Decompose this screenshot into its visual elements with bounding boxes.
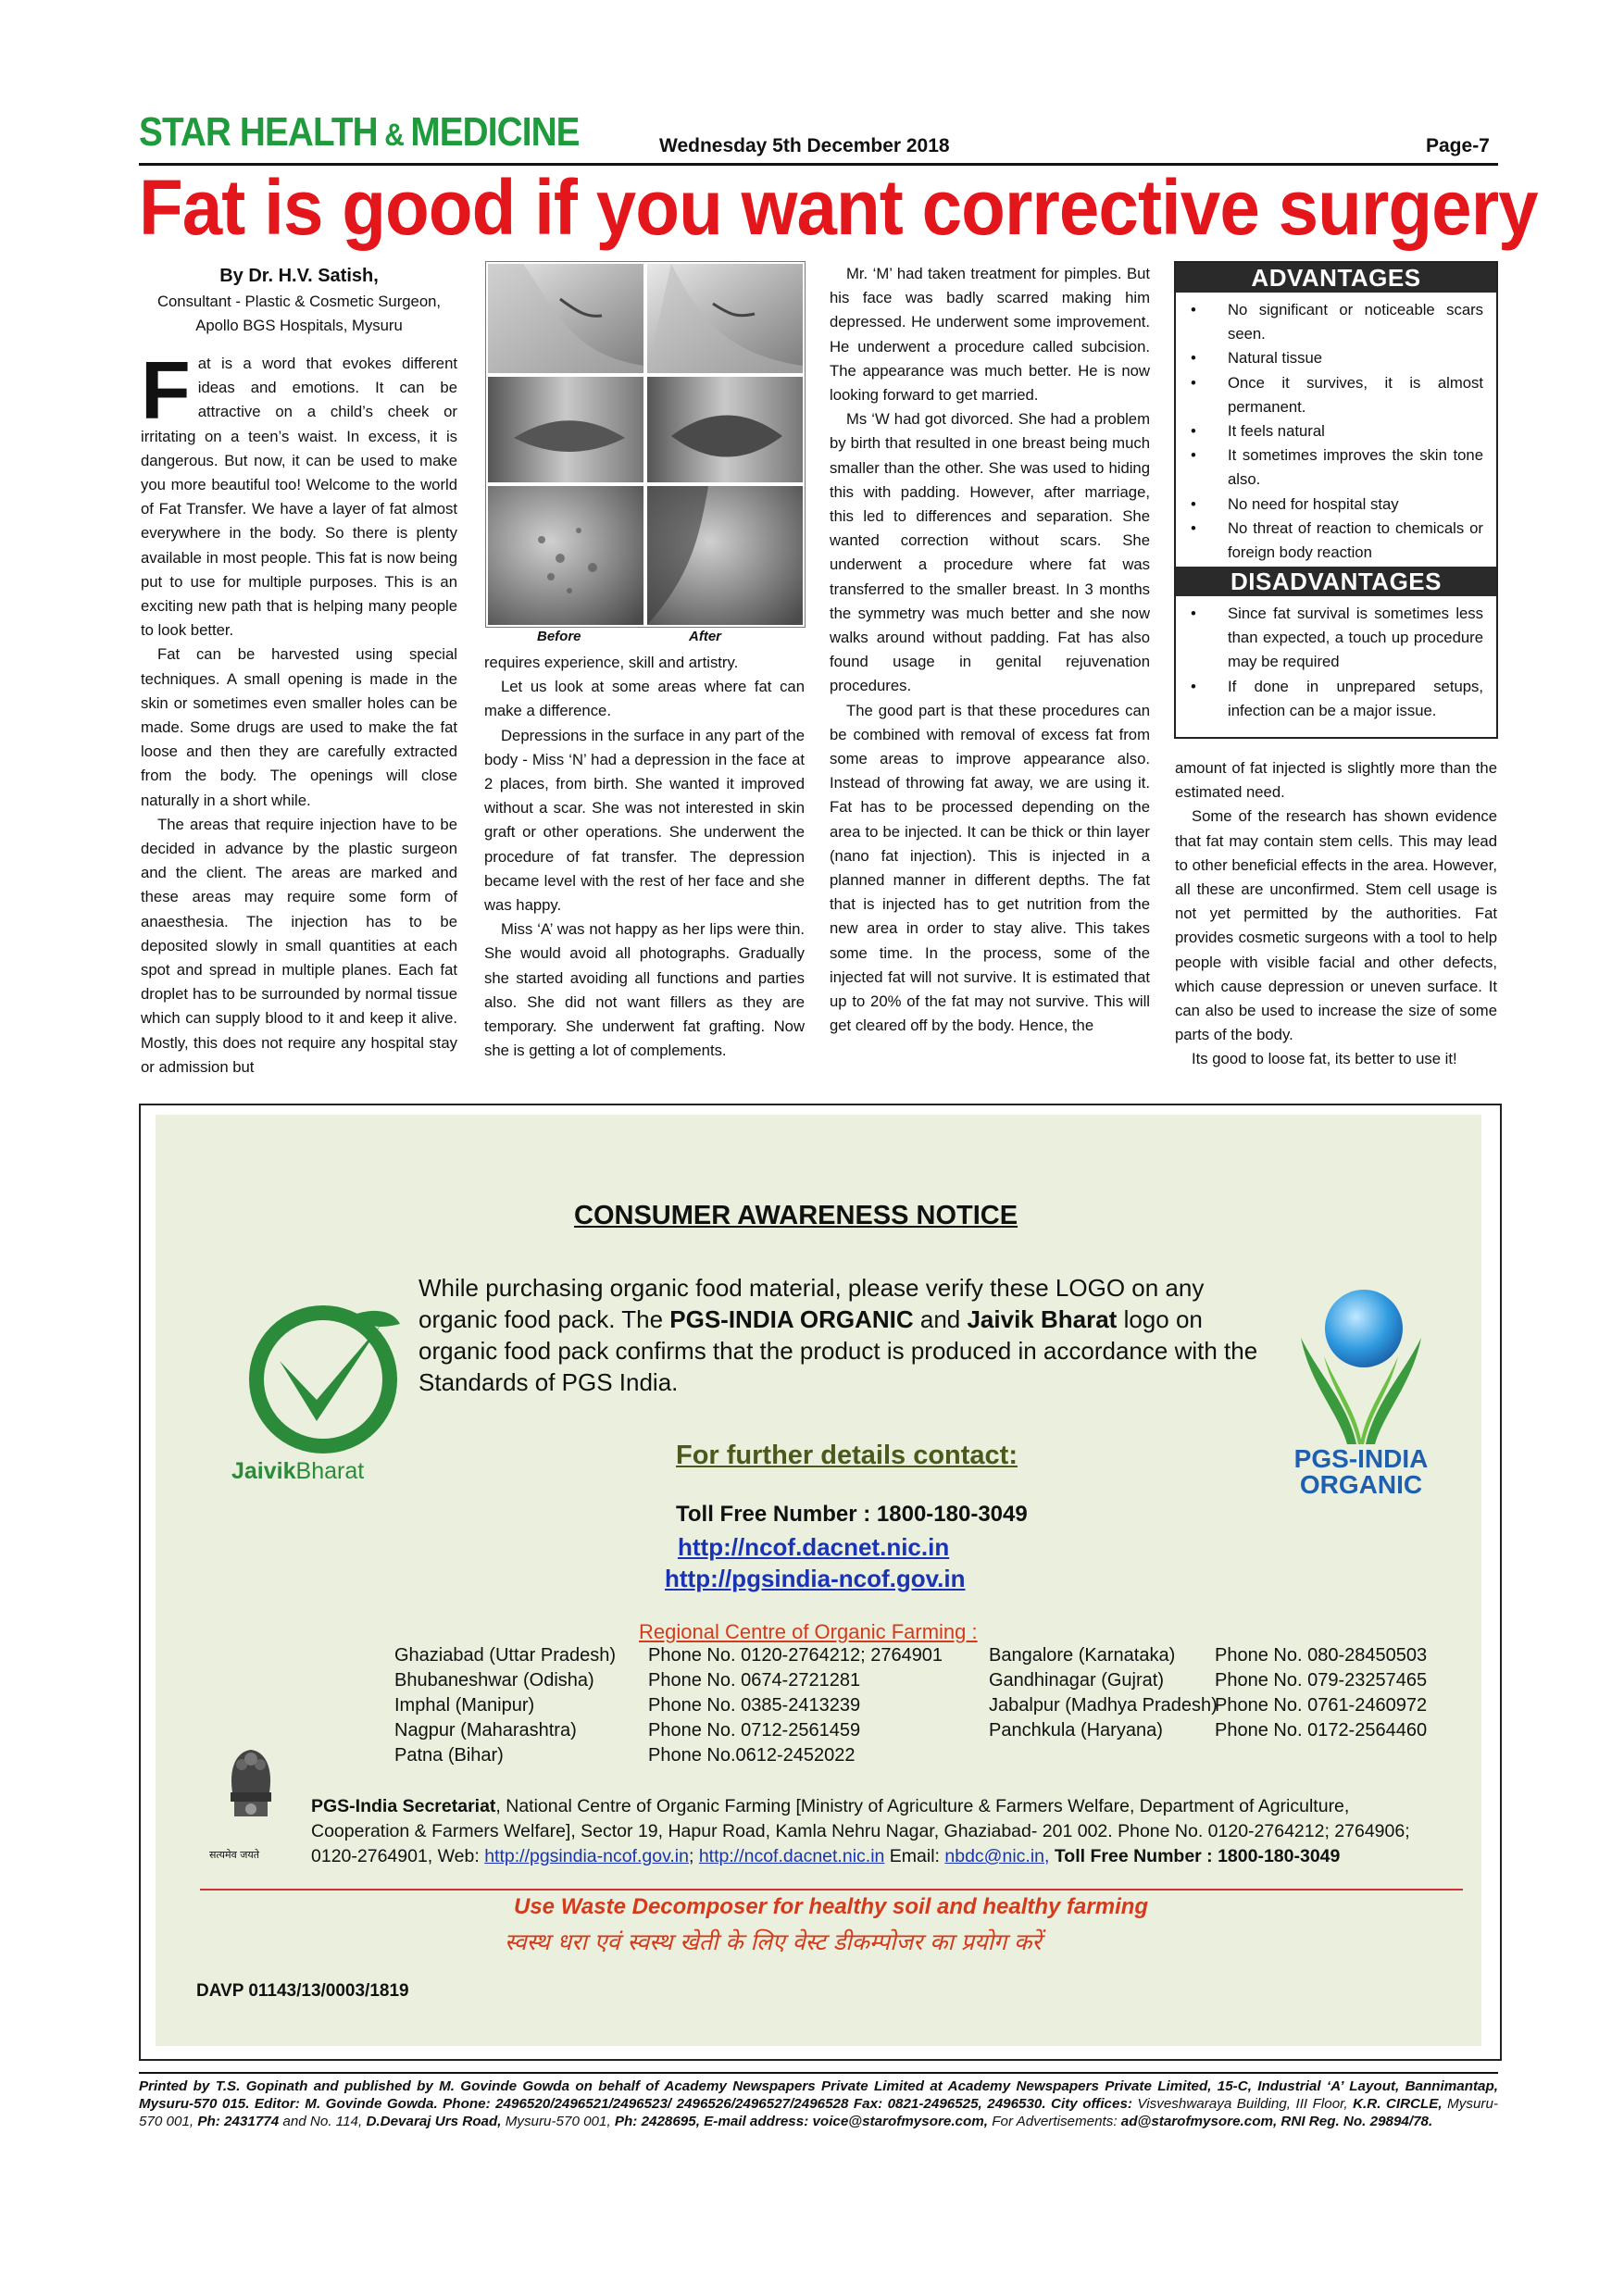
jaivik-bharat-wordmark: JaivikBharat xyxy=(231,1458,365,1484)
paragraph: Its good to loose fat, its better to use it! xyxy=(1192,1050,1457,1068)
contacts-right-phones xyxy=(1215,1643,1427,1743)
contact-city: Nagpur (Maharashtra) xyxy=(394,1720,577,1741)
author-role: Consultant - Plastic & Cosmetic Surgeon, xyxy=(156,293,442,310)
disadvantages-list xyxy=(1176,602,1496,723)
author-affiliation: Apollo BGS Hospitals, Mysuru xyxy=(195,317,403,334)
emblem-motto: सत्यमेव जयते xyxy=(209,1849,260,1861)
paragraph: requires experience, skill and artistry. xyxy=(484,654,739,671)
paragraph: Fat can be harvested using special techniques. A small opening is made in the skin or sometimes even smaller holes can be made. Some drugs are used to make the fat loose and then they are carefully extracted from the body. The openings will close naturally in a short while. xyxy=(141,645,457,809)
imprint-footer: Printed by T.S. Gopinath and published by M. Govinde Gowda on behalf of Academy Newspapers Private Limited at Academy Newspapers Private Limited, 15-C, Industrial ‘A’ Layout, Bannimantap, Mysuru-570 015. Editor: M. Govinde Gowda. Phone: 2496520/2496521/2496523/ 2496526/2496527/2496528 Fax: 0821-2496525, 2496530. City offices: Visveshwaraya Building, III Floor, K.R. CIRCLE, Mysuru-570 001, Ph: 2431774 and No. 114, D.Devaraj Urs Road, Mysuru-570 001, Ph: 2428695, E-mail address: voice@starofmysore.com, For Advertisements: ad@starofmysore.com, RNI Reg. No. 29894/78. xyxy=(139,2078,1498,2129)
contact-phone: Phone No. 0385-2413239 xyxy=(648,1695,861,1716)
email-link[interactable]: nbdc@nic.in, xyxy=(944,1846,1050,1866)
contact-city: Bhubaneshwar (Odisha) xyxy=(394,1670,594,1691)
contact-phone: Phone No. 080-28450503 xyxy=(1215,1645,1428,1666)
toll-free-number: Toll Free Number : 1800-180-3049 xyxy=(676,1502,1028,1527)
list-item: • Since fat survival is sometimes less than expected, a touch up procedure may be required xyxy=(1176,602,1496,675)
page-number: Page-7 xyxy=(1426,135,1490,156)
drop-cap: F xyxy=(141,344,191,436)
ad-divider xyxy=(200,1889,1463,1890)
paragraph: Depressions in the surface in any part of the body - Miss ‘N’ had a depression in the face at 2 places, from birth. She wanted it improved without a scar. She was not interested in skin graft or other operations. She underwent the procedure of fat transfer. The depression became level with the rest of her face and she was happy. xyxy=(484,726,805,915)
web-link-ncof[interactable]: http://ncof.dacnet.nic.in xyxy=(698,1846,885,1866)
paragraph: Let us look at some areas where fat can make a difference. xyxy=(484,678,805,720)
disadvantages-heading: DISADVANTAGES xyxy=(1176,567,1496,596)
advantages-box xyxy=(1174,261,1498,739)
pgsindia-link[interactable]: http://pgsindia-ncof.gov.in xyxy=(665,1565,966,1592)
contact-phone: Phone No. 0172-2564460 xyxy=(1215,1720,1428,1741)
paragraph: The good part is that these procedures can be combined with removal of excess fat from some areas to improve appearance also. Instead of throwing fat away, we are using it. Fat has to be processed depending on the area to be injected. It can be thick or thin layer (nano fat injection). This is injected in a planned manner in different depths. The fat that is injected has to get nutrition from the new area in order to stay alive. This takes some time. In the process, some of the injected fat will not survive. It is estimated that up to 20% of the fat may not survive. This will get cleared off by the body. Hence, the xyxy=(830,701,1150,1035)
contacts-right-cities xyxy=(989,1643,1218,1743)
davp-code: DAVP 01143/13/0003/1819 xyxy=(196,1981,409,2001)
contact-phone: Phone No.0612-2452022 xyxy=(648,1745,856,1766)
list-item: • It sometimes improves the skin tone also. xyxy=(1176,443,1496,492)
waste-decomposer-tagline: Use Waste Decomposer for healthy soil and healthy farming xyxy=(514,1894,1149,1919)
list-item: • No threat of reaction to chemicals or foreign body reaction xyxy=(1176,517,1496,565)
contact-phone: Phone No. 079-23257465 xyxy=(1215,1670,1428,1691)
contact-phone: Phone No. 0674-2721281 xyxy=(648,1670,861,1691)
ad-intro: While purchasing organic food material, please verify these LOGO on any organic food pack. The PGS-INDIA ORGANIC and Jaivik Bharat logo on organic food pack confirms that the product is produced in accordance with the Standards of PGS India. xyxy=(418,1274,1258,1396)
photo-caption xyxy=(485,626,804,646)
before-after-photo xyxy=(485,261,806,628)
regional-centre-heading: Regional Centre of Organic Farming : xyxy=(639,1620,978,1643)
paragraph: Miss ‘A’ was not happy as her lips were thin. She would avoid all photographs. Gradually she started avoiding all functions and parties also. She did not want fillers as they are temporary. She underwent fat grafting. Now she is getting a lot of complements. xyxy=(484,920,805,1060)
pgs-india-organic-logo-icon xyxy=(1282,1282,1440,1458)
pgs-india-wordmark: PGS-INDIA ORGANIC xyxy=(1293,1444,1429,1499)
contact-city: Bangalore (Karnataka) xyxy=(989,1645,1176,1666)
footer-rule xyxy=(139,2072,1498,2074)
list-item: • It feels natural xyxy=(1176,419,1496,443)
list-item: • Once it survives, it is almost permanent. xyxy=(1176,371,1496,419)
article-column-2 xyxy=(484,651,805,1063)
paragraph: amount of fat injected is slightly more than the estimated need. xyxy=(1175,759,1497,802)
paragraph: Some of the research has shown evidence that fat may contain stem cells. This may lead to other beneficial effects in the area. However, all these are unconfirmed. Stem cell usage is not yet permitted by the authorities. Fat provides cosmetic surgeons with a tool to help people with visible facial and other defects, which cause depression or uneven surface. It can also be used to increase the size of some parts of the body. xyxy=(1175,807,1497,1044)
further-details-heading: For further details contact: xyxy=(676,1441,1018,1470)
contact-city: Ghaziabad (Uttar Pradesh) xyxy=(394,1645,617,1666)
contact-city: Imphal (Manipur) xyxy=(394,1695,535,1716)
paragraph: Fat is a word that evokes different ideas and emotions. It can be attractive on a child’s cheek or irritating on a teen’s waist. In excess, it is dangerous. But now, it can be used to make you more beautiful too! Welcome to the world of Fat Transfer. We have a layer of fat almost everywhere in the body. So there is plenty available in most people. This fat is now being put to use for multiple purposes. This is an exciting new path that is helping many people to look better. xyxy=(141,344,457,640)
article-column-4 xyxy=(1175,756,1497,1072)
national-emblem-icon xyxy=(218,1741,284,1850)
contact-city: Patna (Bihar) xyxy=(394,1745,504,1766)
contact-phone: Phone No. 0120-2764212; 2764901 xyxy=(648,1645,943,1666)
paragraph: Mr. ‘M’ had taken treatment for pimples. But his face was badly scarred making him depressed. He underwent some improvement. He underwent a procedure called subcision. The appearance was much better. He is now looking forward to get married. xyxy=(830,265,1150,405)
jaivik-bharat-logo-icon xyxy=(243,1296,405,1458)
before-label: Before xyxy=(537,629,581,644)
after-label: After xyxy=(689,629,722,644)
ad-title: CONSUMER AWARENESS NOTICE xyxy=(574,1201,1018,1230)
face-photos-image xyxy=(486,262,805,627)
contact-phone: Phone No. 0761-2460972 xyxy=(1215,1695,1428,1716)
advantages-heading: ADVANTAGES xyxy=(1176,263,1496,293)
contact-city: Gandhinagar (Gujrat) xyxy=(989,1670,1164,1691)
contact-city: Panchkula (Haryana) xyxy=(989,1720,1163,1741)
byline xyxy=(141,262,457,338)
article-column-1 xyxy=(141,344,457,1079)
list-item: • Natural tissue xyxy=(1176,346,1496,370)
list-item: • No need for hospital stay xyxy=(1176,493,1496,517)
contact-phone: Phone No. 0712-2561459 xyxy=(648,1720,861,1741)
contacts-left-phones xyxy=(648,1643,943,1768)
contacts-left-cities xyxy=(394,1643,616,1768)
contact-city: Jabalpur (Madhya Pradesh) xyxy=(989,1695,1218,1716)
secretariat-address: PGS-India Secretariat, National Centre of Organic Farming [Ministry of Agriculture & Farmers Welfare, Department of Agriculture, Cooperation & Farmers Welfare], Sector 19, Hapur Road, Kamla Nehru Nagar, Ghaziabad- 201 002. Phone No. 0120-2764212; 2764906; 0120-2764901, Web: http://pgsindia-ncof.gov.in; http://ncof.dacnet.nic.in Email: nbdc@nic.in, Toll Free Number : 1800-180-3049 xyxy=(311,1796,1410,1866)
advantages-list xyxy=(1176,298,1496,565)
paragraph: Ms ‘W had got divorced. She had a problem by birth that resulted in one breast being much smaller than the other. She was used to hiding this with padding. However, after marriage, this led to differences and separation. She wanted correction without scars. She underwent a procedure where fat was transferred to the smaller breast. In 3 months the symmetry was much better and she now walks around without padding. Fat has also found usage in genital rejuvenation procedures. xyxy=(830,410,1150,695)
article-column-3 xyxy=(830,262,1150,1039)
issue-date: Wednesday 5th December 2018 xyxy=(659,135,950,156)
author-name: By Dr. H.V. Satish, xyxy=(219,266,379,286)
ncof-link[interactable]: http://ncof.dacnet.nic.in xyxy=(678,1533,950,1561)
list-item: • If done in unprepared setups, infection can be a major issue. xyxy=(1176,675,1496,723)
list-item: • No significant or noticeable scars seen. xyxy=(1176,298,1496,346)
masthead: STAR HEALTH & MEDICINE xyxy=(139,109,580,155)
web-link-pgsindia[interactable]: http://pgsindia-ncof.gov.in xyxy=(484,1846,689,1866)
waste-decomposer-tagline-hindi: स्वस्थ धरा एवं स्वस्थ खेती के लिए वेस्ट डीकम्पोजर का प्रयोग करें xyxy=(505,1928,1042,1955)
headline: Fat is good if you want corrective surgery xyxy=(139,164,1538,251)
paragraph: The areas that require injection have to be decided in advance by the plastic surgeon and the client. The areas are marked and these areas may require some form of anaesthesia. The injection has to be deposited slowly in small quantities at each spot and spread in multiple planes. Each fat droplet has to be surrounded by normal tissue which can supply blood to it and keep it alive. Mostly, this does not require any hospital stay or admission but xyxy=(141,815,457,1076)
